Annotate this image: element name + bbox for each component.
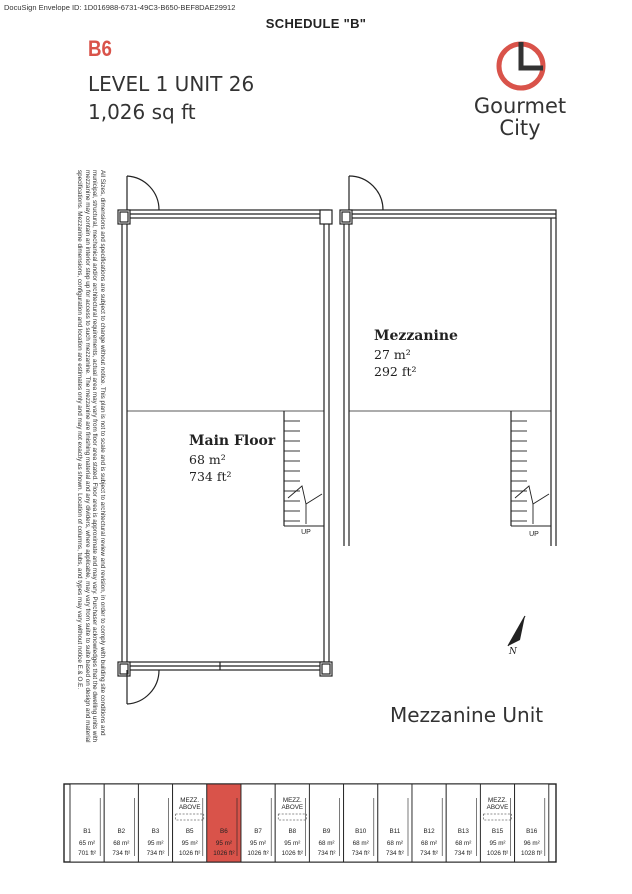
stair-up-label-main: UP	[301, 529, 311, 536]
key-mezz-label: MEZZ.	[488, 797, 507, 804]
key-unit-area-m: 68 m²	[318, 840, 335, 847]
key-unit-id: B5	[185, 828, 194, 835]
unit-code: B6	[88, 36, 112, 61]
key-mezz-label: MEZZ.	[180, 797, 200, 804]
key-unit-id: B6	[220, 828, 228, 835]
floor-plan	[110, 168, 580, 713]
key-unit-id: B7	[254, 828, 262, 835]
key-unit-area-m: 96 m²	[523, 840, 540, 847]
key-mezz-label: ABOVE	[486, 804, 509, 811]
main-floor-area-ft: 734 ft²	[189, 469, 232, 484]
key-unit-id: B11	[389, 828, 401, 835]
key-mezz-label: ABOVE	[281, 804, 304, 811]
key-unit-area-ft: 1028 ft²	[521, 850, 543, 857]
key-unit-area-ft: 1026 ft²	[281, 850, 303, 857]
key-unit-area-m: 68 m²	[352, 840, 369, 847]
envelope-id: DocuSign Envelope ID: 1D016988-6731-49C3-B650-BEF8DAE29912	[4, 3, 236, 12]
key-unit-area-m: 95 m²	[284, 840, 301, 847]
level-unit: LEVEL 1 UNIT 26	[88, 72, 255, 96]
key-unit-area-ft: 734 ft²	[317, 850, 336, 857]
key-unit-id: B9	[322, 828, 331, 835]
key-unit-area-ft: 1026 ft²	[179, 850, 201, 857]
key-mezz-label: MEZZ.	[282, 797, 302, 804]
unit-type-label: Mezzanine Unit	[390, 703, 544, 727]
key-unit-area-m: 68 m²	[113, 840, 130, 847]
main-floor-name: Main Floor	[189, 433, 276, 449]
key-unit-id: B3	[151, 828, 160, 835]
key-unit-area-m: 68 m²	[386, 840, 403, 847]
key-unit-area-ft: 734 ft²	[420, 850, 439, 857]
unit-area: 1,026 sq ft	[88, 100, 196, 124]
mezzanine-name: Mezzanine	[374, 328, 458, 344]
key-unit-area-m: 95 m²	[181, 840, 198, 847]
key-unit-id: B12	[423, 828, 435, 835]
gourmet-city-logo-icon	[493, 38, 549, 94]
key-unit-id: B8	[288, 828, 297, 835]
key-unit-area-m: 68 m²	[421, 840, 438, 847]
brand-name-line1: Gourmet	[473, 94, 567, 118]
key-unit-id: B1	[83, 828, 91, 835]
key-unit-area-ft: 734 ft²	[112, 850, 131, 857]
key-unit-id: B13	[457, 828, 469, 835]
brand-name-line2: City	[499, 116, 541, 140]
key-unit-area-m: 95 m²	[147, 840, 164, 847]
key-unit-area-ft: 1026 ft²	[486, 850, 509, 857]
key-unit-id: B15	[491, 828, 504, 835]
north-label: N	[509, 647, 517, 657]
key-unit-id: B2	[117, 828, 126, 835]
key-unit-area-m: 95 m²	[250, 840, 267, 847]
key-unit-area-ft: 1026 ft²	[247, 850, 269, 857]
key-unit-id: B16	[526, 828, 538, 835]
main-floor-area-m: 68 m²	[189, 452, 226, 467]
mezzanine-area-ft: 292 ft²	[374, 364, 417, 379]
key-unit-id: B10	[355, 828, 367, 835]
key-unit-area-ft: 734 ft²	[351, 850, 370, 857]
disclaimer-text: All Sizes, dimensions and specifications are subject to change without notice. This plan is not to scale and is subject to architectural review and revision, in order to comply with building site conditions and municipal, structural, mechanical and/or architectural requirements, actual area may vary from floor area stated. Floor area is approximate and may vary. Purchaser acknowledges that the dwelling units with mezzanine may contain an interior step up for access to such mezzanine. The mezzanine are finishing material and any dividers, where applicable, may vary from suite to suite based on design and material specifications. Mezzanine dimensions, configuration and location are estimates only and may not exactly as shown. Location of columns, tubs, and types may vary without notice E.& O.E.	[76, 170, 106, 743]
key-unit-area-ft: 1026 ft²	[213, 850, 235, 857]
key-unit-area-m: 95 m²	[489, 840, 506, 847]
mezzanine-area-m: 27 m²	[374, 347, 411, 362]
schedule-title: SCHEDULE "B"	[265, 16, 367, 31]
key-unit-area-m: 68 m²	[455, 840, 472, 847]
key-unit-area-ft: 734 ft²	[146, 850, 165, 857]
stair-up-label-mezz: UP	[529, 531, 539, 538]
key-unit-area-m: 65 m²	[79, 840, 96, 847]
key-unit-area-ft: 701 ft²	[78, 850, 97, 857]
key-unit-area-m: 95 m²	[215, 840, 232, 847]
key-plan	[62, 774, 558, 874]
key-unit-area-ft: 734 ft²	[385, 850, 404, 857]
key-unit-area-ft: 734 ft²	[454, 850, 473, 857]
key-mezz-label: ABOVE	[178, 804, 201, 811]
